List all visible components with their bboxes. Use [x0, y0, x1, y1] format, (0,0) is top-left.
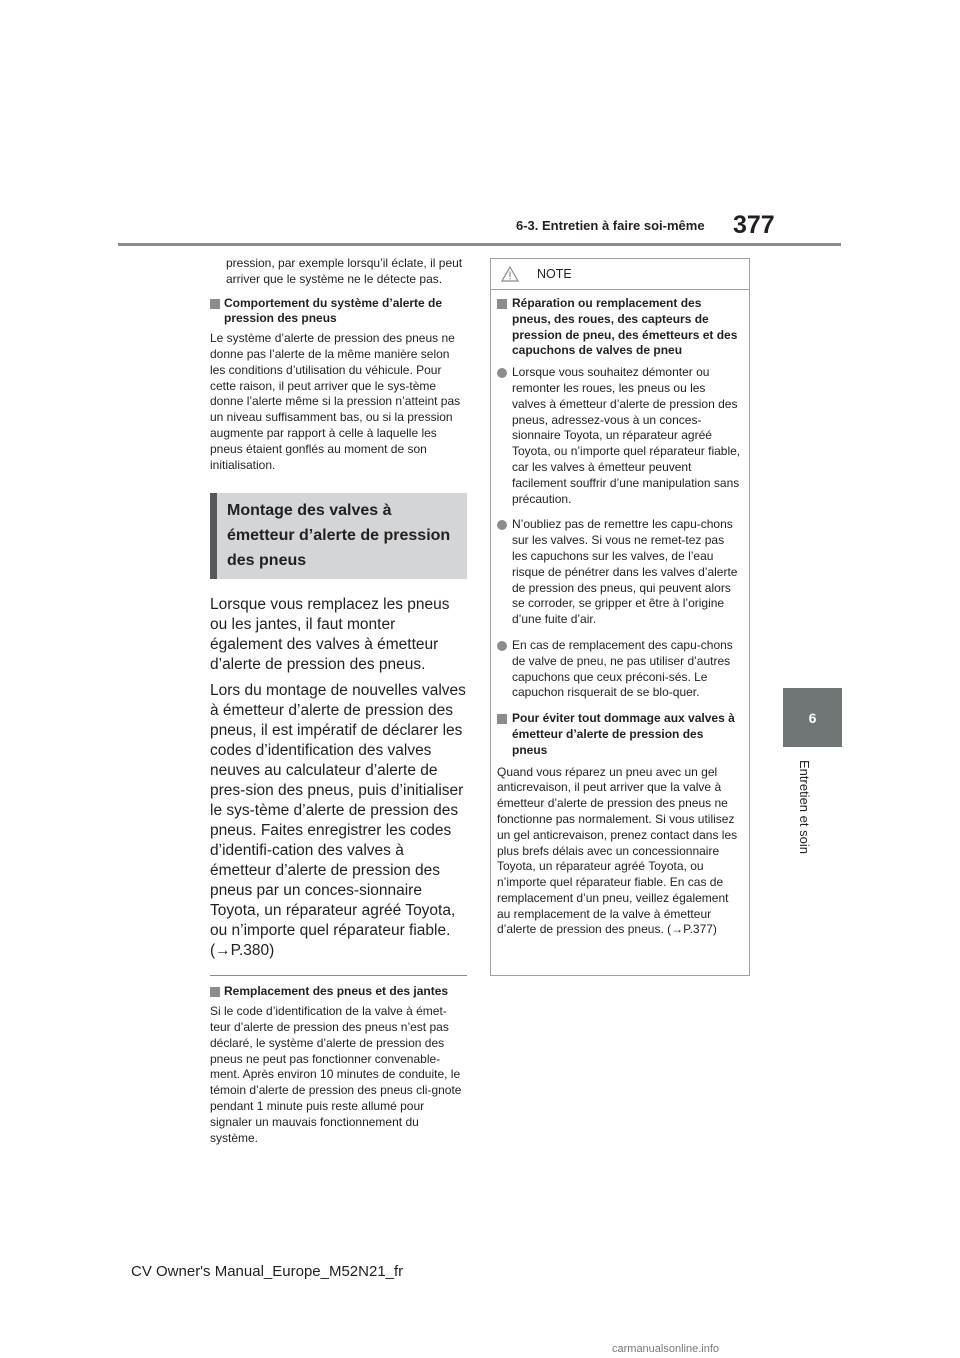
square-bullet-icon: [497, 299, 507, 309]
subheading-text: Comportement du système d’alerte de pression des pneus: [224, 295, 443, 326]
note-subheading-text: Réparation ou remplacement des pneus, des roues, des capteurs de pression de pneu, des émetteurs et des capuchons de valves de pneu: [512, 296, 738, 358]
body-paragraph-2: Lors du montage de nouvelles valves à émetteur d’alerte de pression des pneus, il est impératif de déclarer les codes d’identification des valves neuves au calculateur d’alerte de pres-sion des pneus, puis d’initialiser le sys-tème d’alerte de pression des pneus. Faites enregistrer les codes d’identifi-cation des valves à émetteur d’alerte de pression des pneus par un conces-sionnaire Toyota, un réparateur agréé Toyota, ou n’importe quel réparateur fiable. (→P.380): [210, 682, 466, 960]
note-bullet: [497, 638, 741, 701]
round-bullet-icon: [497, 641, 507, 651]
note-subheading-text: Pour éviter tout dommage aux valves à émetteur d’alerte de pression des pneus: [512, 711, 735, 757]
left-column: [210, 256, 467, 1154]
round-bullet-icon: [497, 520, 507, 530]
continuation-text: pression, par exemple lorsqu’il éclate, il peut arriver que le système ne le détecte pas.: [226, 256, 463, 286]
section-title: 6-3. Entretien à faire soi-même: [516, 218, 705, 233]
subheading-text: Remplacement des pneus et des jantes: [224, 984, 449, 999]
square-bullet-icon: [210, 299, 220, 309]
manual-footer: CV Owner's Manual_Europe_M52N21_fr: [131, 1263, 404, 1280]
divider: [210, 975, 467, 976]
subheading-behavior: [210, 296, 467, 328]
note-box: [490, 258, 750, 976]
note-bullet-text: En cas de remplacement des capu-chons de valve de pneu, ne pas utiliser d’autres capuchons que ceux préconi-sés. Le capuchon risquerait de se blo-quer.: [512, 637, 733, 700]
page-number: 377: [733, 211, 775, 239]
note-paragraph: Quand vous réparez un pneu avec un gel anticrevaison, il peut arriver que la valve à émetteur d’alerte de pression des pneus ne fonctionne pas normalement. Si vous utilisez un gel anticrevaison, prenez contact dans les plus brefs délais avec un concessionnaire Toyota, un réparateur agréé Toyota, ou n’importe quel réparateur fiable. En cas de remplacement d’un pneu, veillez également au remplacement de la valve à émetteur d’alerte de pression des pneus. (→P.377): [497, 764, 738, 937]
note-bullet-text: Lorsque vous souhaitez démonter ou remonter les roues, les pneus ou les valves à émetteur d’alerte de pression des pneus, adressez-vous à un conces-sionnaire Toyota, un réparateur agréé Toyota, ou n’importe quel réparateur fiable, car les valves à émetteur peuvent facilement souffrir d’une manipulation sans précaution.: [512, 365, 741, 506]
note-body: [491, 290, 749, 938]
chapter-tab: [783, 688, 842, 747]
chapter-number: 6: [808, 709, 817, 726]
replacement-text: Si le code d’identification de la valve à émet-teur d’alerte de pression des pneus n’est pas déclaré, le système d’alerte de pression des pneus ne peut pas fonctionner convenable-ment. Après environ 10 minutes de conduite, le témoin d’alerte de pression des pneus cli-gnote pendant 1 minute puis reste allumé pour signaler un mauvais fonctionnement du système.: [210, 1004, 462, 1145]
behavior-text: Le système d’alerte de pression des pneus ne donne pas l’alerte de la même manière selon les conditions d’utilisation du véhicule. Pour cette raison, il peut arriver que le sys-tème donne l’alerte même si la pression n’atteint pas un niveau suffisamment bas, ou si la pression augmente par rapport à celle à laquelle les pneus étaient gonflés au moment de son initialisation.: [210, 331, 461, 472]
note-bullet-text: N’oubliez pas de remettre les capu-chons sur les valves. Si vous ne remet-tez pas les capuchons sur les valves, de l’eau risque de pénétrer dans les valves d’alerte de pression des pneus, qui peuvent alors se corroder, se gripper et être à l’origine d’une fuite d’air.: [512, 517, 738, 627]
square-bullet-icon: [210, 987, 220, 997]
square-bullet-icon: [497, 714, 507, 724]
note-bullet: [497, 517, 741, 628]
note-bullet: [497, 365, 741, 507]
chapter-label: Entretien et soin: [797, 760, 812, 854]
subheading-replacement: [210, 984, 467, 1000]
watermark: carmanualsonline.info: [612, 1343, 720, 1355]
note-heading: NOTE: [537, 267, 572, 281]
section-banner: Montage des valves à émetteur d’alerte de pression des pneus: [210, 493, 467, 579]
body-paragraph-1: Lorsque vous remplacez les pneus ou les jantes, il faut monter également des valves à émetteur d’alerte de pression des pneus.: [210, 596, 450, 674]
note-header: [491, 259, 749, 290]
note-subheading-1: [497, 296, 741, 359]
header-rule: [118, 243, 841, 246]
warning-triangle-icon: [501, 266, 519, 282]
note-subheading-2: [497, 711, 741, 758]
round-bullet-icon: [497, 368, 507, 378]
